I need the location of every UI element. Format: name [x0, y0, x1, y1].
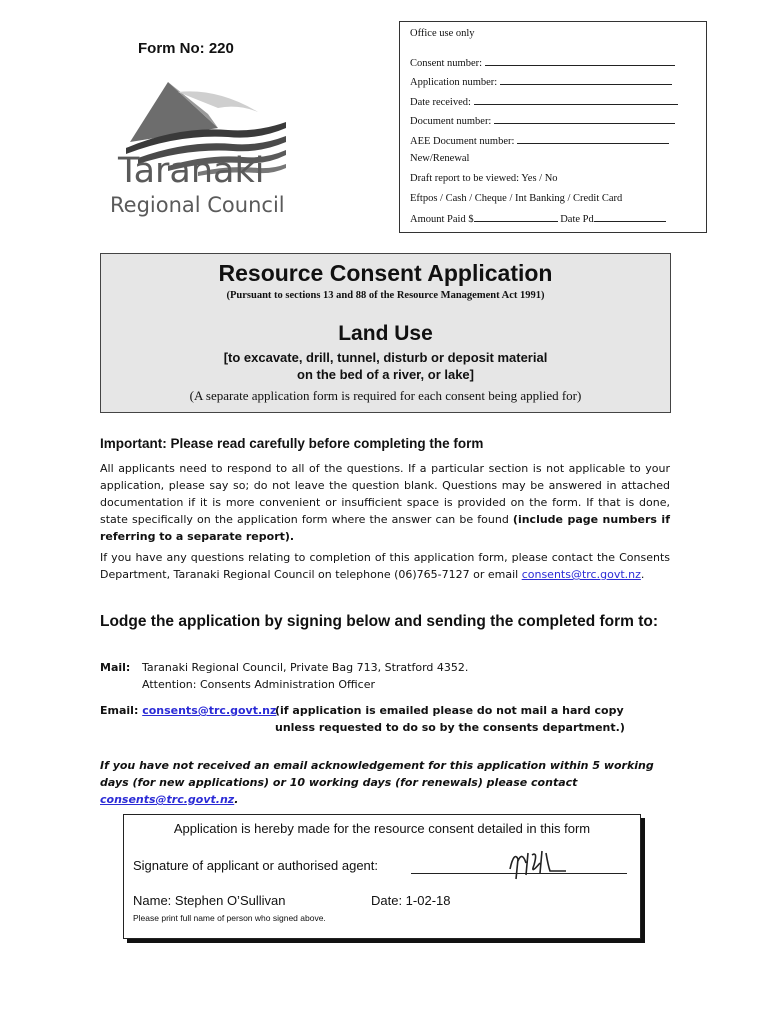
signature-box-shadow — [127, 939, 645, 943]
contact-paragraph: If you have any questions relating to completion of this application form, please contact the Consents Department, Taranaki Regional Council on telephone (06)765-7127 or email consents@trc.govt.nz. — [100, 551, 670, 581]
section-title: Land Use — [338, 322, 433, 345]
payment-methods: Eftpos / Cash / Cheque / Int Banking / Credit Card — [410, 193, 623, 204]
document-number-blank[interactable] — [494, 114, 675, 124]
print-name-note: Please print full name of person who signed above. — [133, 913, 326, 923]
aee-document-number-blank[interactable] — [517, 134, 669, 144]
email-note: (if application is emailed please do not mail a hard copy unless requested to do so by the consents department.) — [275, 704, 625, 734]
applicant-name: Name: Stephen O’Sullivan — [133, 893, 286, 908]
contact-email-link[interactable]: consents@trc.govt.nz — [521, 568, 641, 581]
date-received-field: Date received: — [410, 95, 678, 108]
aee-document-number-field: AEE Document number: — [410, 134, 669, 147]
lodge-heading: Lodge the application by signing below and sending the completed form to: — [100, 613, 659, 630]
org-name-line1: Taranaki — [118, 151, 265, 191]
handwritten-signature-icon — [504, 845, 574, 881]
council-logo — [108, 70, 286, 230]
office-use-box — [399, 21, 707, 233]
declaration-text: Application is hereby made for the resource consent detailed in this form — [173, 821, 591, 836]
mountain-wave-logo-icon — [108, 70, 286, 230]
application-number-field: Application number: — [410, 75, 672, 88]
ack-email-link[interactable]: consents@trc.govt.nz — [100, 793, 235, 806]
amount-paid-field: Amount Paid $ Date Pd — [410, 212, 666, 225]
page-title: Resource Consent Application — [218, 260, 553, 286]
consent-number-blank[interactable] — [485, 56, 675, 66]
instructions-paragraph: All applicants need to respond to all of the questions. If a particular section is not applicable to your application, please say so; do not leave the question blank. Questions may be answered in attached documentation if it is more convenient or insufficient space is provided on the form. If that is done, state specifically on the application form where the answer can be found (include page numbers if referring to a separate report). — [100, 462, 670, 543]
signature-box — [123, 814, 641, 939]
lodge-email-link[interactable]: consents@trc.govt.nz — [142, 704, 277, 717]
office-use-heading: Office use only — [410, 28, 475, 39]
draft-report-option: Draft report to be viewed: Yes / No — [410, 173, 558, 184]
org-name-line2: Regional Council — [110, 193, 285, 217]
mail-address-text: Taranaki Regional Council, Private Bag 713, Stratford 4352. Attention: Consents Administration Officer — [142, 661, 469, 691]
document-number-field: Document number: — [410, 114, 675, 127]
separate-form-note: (A separate application form is required for each consent being applied for) — [189, 388, 582, 403]
signature-label: Signature of applicant or authorised agent: — [133, 858, 379, 873]
mail-label: Mail: — [100, 661, 131, 674]
application-number-blank[interactable] — [500, 75, 672, 85]
consent-number-field: Consent number: — [410, 56, 675, 69]
page-subtitle: (Pursuant to sections 13 and 88 of the Resource Management Act 1991) — [226, 290, 545, 301]
date-received-blank[interactable] — [474, 95, 678, 105]
amount-paid-blank[interactable] — [474, 212, 558, 222]
form-number: Form No: 220 — [138, 40, 234, 57]
section-description: [to excavate, drill, tunnel, disturb or deposit material on the bed of a river, or lake] — [223, 350, 548, 382]
important-heading: Important: Please read carefully before completing the form — [100, 436, 484, 451]
signature-box-shadow — [641, 818, 645, 943]
title-box — [100, 253, 671, 413]
date-paid-blank[interactable] — [594, 212, 666, 222]
new-renewal-label: New/Renewal — [410, 153, 470, 164]
acknowledgement-note: If you have not received an email acknowledgement for this application within 5 working days (for new applications) or 10 working days (for renewals) please contact consents@trc.govt.nz. — [100, 759, 654, 806]
signature-date: Date: 1-02-18 — [371, 893, 451, 908]
email-label: Email: — [100, 704, 139, 717]
